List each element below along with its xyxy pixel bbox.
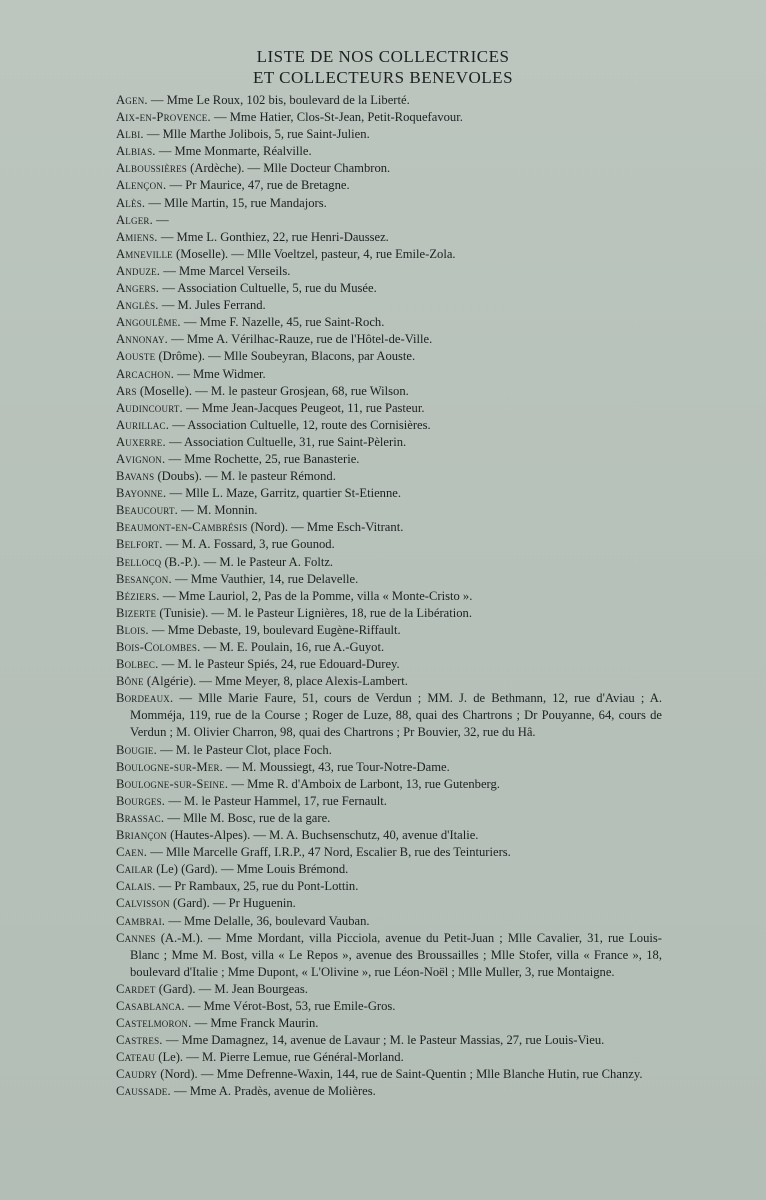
place-name: Boulogne-sur-Mer. (116, 759, 224, 774)
place-name: Aouste (116, 349, 156, 364)
place-name: Albias. (116, 144, 156, 159)
list-item (116, 263, 662, 280)
collector-details: — Pr Rambaux, 25, rue du Pont-Lottin. (158, 879, 359, 894)
collector-details: — Mme Franck Maurin. (194, 1016, 319, 1031)
place-name: Angers. (116, 281, 160, 296)
list-item (116, 622, 662, 639)
list-item (116, 297, 662, 314)
place-name: Beaucourt. (116, 503, 179, 518)
place-name: Cardet (116, 981, 156, 996)
collector-details: — Association Cultuelle, 31, rue Saint-Pèlerin. (169, 434, 407, 449)
collector-details: — M. le Pasteur Clot, place Foch. (160, 742, 332, 757)
collector-details: (Nord). — Mme Defrenne-Waxin, 144, rue de Saint-Quentin ; Mlle Blanche Hutin, rue Chanzy. (160, 1067, 643, 1082)
collector-details: — Association Cultuelle, 12, route des Cornisières. (172, 417, 431, 432)
list-item (116, 690, 662, 741)
place-name: Béziers. (116, 588, 160, 603)
collector-details: (Nord). — Mme Esch-Vitrant. (250, 520, 404, 535)
collector-details: — Mme Marcel Verseils. (163, 263, 291, 278)
place-name: Casablanca. (116, 998, 185, 1013)
place-name: Bordeaux. (116, 691, 174, 706)
place-name: Bougie. (116, 742, 157, 757)
collector-details: — M. A. Fossard, 3, rue Gounod. (165, 537, 335, 552)
collector-details: (Doubs). — M. le pasteur Rémond. (157, 469, 336, 484)
place-name: Ars (116, 383, 137, 398)
list-item (116, 656, 662, 673)
list-item (116, 827, 662, 844)
place-name: Anduze. (116, 263, 161, 278)
place-name: Angoulême. (116, 315, 181, 330)
collector-details: (Moselle). — M. le pasteur Grosjean, 68, rue Wilson. (139, 383, 409, 398)
place-name: Bolbec. (116, 657, 159, 672)
list-item (116, 280, 662, 297)
list-item (116, 793, 662, 810)
list-item (116, 536, 662, 553)
place-name: Amiens. (116, 229, 158, 244)
list-item (116, 451, 662, 468)
list-item (116, 776, 662, 793)
place-name: Calvisson (116, 896, 170, 911)
place-name: Blois. (116, 622, 149, 637)
place-name: Arcachon. (116, 366, 175, 381)
collector-details: (Le) (Gard). — Mme Louis Brémond. (156, 862, 349, 877)
list-item (116, 639, 662, 656)
place-name: Bourges. (116, 793, 166, 808)
list-item (116, 605, 662, 622)
collector-details: — Mme Vérot-Bost, 53, rue Emile-Gros. (187, 998, 396, 1013)
place-name: Cambrai. (116, 913, 166, 928)
collector-details: (Le). — M. Pierre Lemue, rue Général-Morland. (158, 1050, 404, 1065)
place-name: Avignon. (116, 451, 166, 466)
collector-details: — Mme Rochette, 25, rue Banasterie. (168, 451, 360, 466)
place-name: Anglès. (116, 298, 159, 313)
list-item (116, 930, 662, 981)
list-item (116, 212, 662, 229)
list-item (116, 417, 662, 434)
collector-details: — Mlle Marie Faure, 51, cours de Verdun ; MM. J. de Bethmann, 12, rue d'Aviau ; A. Momméja, 119, rue de la Course ; Roger de Luze, 88, quai des Chartrons ; Dr Pouyanne, 64, cours de Verdun ; M. Olivier Charron, 98, quai des Chartrons ; Pr Bouvier, 32, rue du Hâ. (130, 691, 662, 740)
collector-details: — M. Moussiegt, 43, rue Tour-Notre-Dame. (226, 759, 450, 774)
collector-details: — Mme R. d'Amboix de Larbont, 13, rue Gutenberg. (231, 776, 500, 791)
list-item (116, 810, 662, 827)
place-name: Albi. (116, 127, 144, 142)
collector-details: (Drôme). — Mlle Soubeyran, Blacons, par Aouste. (158, 349, 416, 364)
collector-details: — Mme Vauthier, 14, rue Delavelle. (175, 571, 359, 586)
title-line-2: ET COLLECTEURS BENEVOLES (252, 68, 514, 87)
collector-details: — Mme Delalle, 36, boulevard Vauban. (168, 913, 370, 928)
list-item (116, 502, 662, 519)
place-name: Castres. (116, 1033, 163, 1048)
list-item (116, 861, 662, 878)
collector-details: — Pr Maurice, 47, rue de Bretagne. (169, 178, 350, 193)
collector-list (116, 92, 662, 1101)
collector-details: — Association Cultuelle, 5, rue du Musée. (162, 281, 377, 296)
list-item (116, 571, 662, 588)
list-item (116, 177, 662, 194)
collector-details: — Mme Debaste, 19, boulevard Eugène-Riffault. (151, 622, 401, 637)
list-item (116, 366, 662, 383)
place-name: Caussade. (116, 1084, 171, 1099)
list-item (116, 400, 662, 417)
collector-details: — Mme A. Vérilhac-Rauze, rue de l'Hôtel-de-Ville. (171, 332, 433, 347)
place-name: Bizerte (116, 605, 157, 620)
list-item (116, 485, 662, 502)
list-item (116, 588, 662, 605)
list-item (116, 348, 662, 365)
list-item (116, 246, 662, 263)
collector-details: — Mlle Marcelle Graff, I.R.P., 47 Nord, Escalier B, rue des Teinturiers. (150, 845, 511, 860)
list-item (116, 1049, 662, 1066)
collector-details: — Mme F. Nazelle, 45, rue Saint-Roch. (183, 315, 385, 330)
collector-details: — Mme Monmarte, Réalville. (158, 144, 312, 159)
place-name: Beaumont-en-Cambrésis (116, 520, 248, 535)
place-name: Audincourt. (116, 400, 183, 415)
place-name: Alès. (116, 195, 146, 210)
collector-details: — Mme L. Gonthiez, 22, rue Henri-Daussez. (160, 229, 389, 244)
collector-details: — Mlle L. Maze, Garritz, quartier St-Etienne. (169, 486, 401, 501)
list-item (116, 314, 662, 331)
collector-details: — M. Jules Ferrand. (161, 298, 266, 313)
collector-details: — Mme A. Pradès, avenue de Molières. (174, 1084, 376, 1099)
place-name: Bayonne. (116, 486, 167, 501)
list-item (116, 895, 662, 912)
place-name: Annonay. (116, 332, 169, 347)
list-item (116, 195, 662, 212)
list-item (116, 878, 662, 895)
list-item (116, 434, 662, 451)
collector-details: — Mlle M. Bosc, rue de la gare. (167, 810, 331, 825)
place-name: Amneville (116, 246, 173, 261)
list-item (116, 981, 662, 998)
list-item (116, 913, 662, 930)
collector-details: (Moselle). — Mlle Voeltzel, pasteur, 4, rue Emile-Zola. (176, 246, 456, 261)
list-item (116, 109, 662, 126)
list-item (116, 1066, 662, 1083)
list-item (116, 1083, 662, 1100)
list-item (116, 844, 662, 861)
list-item (116, 468, 662, 485)
collector-details: — Mlle Marthe Jolibois, 5, rue Saint-Julien. (146, 127, 370, 142)
collector-details: — Mlle Martin, 15, rue Mandajors. (148, 195, 327, 210)
collector-details: — M. le Pasteur Hammel, 17, rue Fernault. (168, 793, 387, 808)
place-name: Brassac. (116, 810, 165, 825)
place-name: Aurillac. (116, 417, 170, 432)
collector-details: (Ardèche). — Mlle Docteur Chambron. (190, 161, 391, 176)
collector-details: (Tunisie). — M. le Pasteur Lignières, 18, rue de la Libération. (159, 605, 472, 620)
list-item (116, 519, 662, 536)
list-item (116, 383, 662, 400)
place-name: Briançon (116, 828, 168, 843)
place-name: Cateau (116, 1050, 156, 1065)
page-title (0, 46, 766, 88)
list-item (116, 742, 662, 759)
list-item (116, 143, 662, 160)
collector-details: — M. Monnin. (181, 503, 258, 518)
list-item (116, 998, 662, 1015)
place-name: Cannes (116, 930, 156, 945)
title-line-1: LISTE DE NOS COLLECTRICES (256, 47, 510, 66)
collector-details: — M. le Pasteur Spiés, 24, rue Edouard-Durey. (161, 657, 400, 672)
collector-details: — M. E. Poulain, 16, rue A.-Guyot. (203, 640, 385, 654)
list-item (116, 160, 662, 177)
list-item (116, 229, 662, 246)
place-name: Alençon. (116, 178, 167, 193)
collector-details: — Mme Widmer. (177, 366, 266, 381)
collector-details: (Hautes-Alpes). — M. A. Buchsenschutz, 40, avenue d'Italie. (170, 828, 479, 843)
place-name: Caen. (116, 845, 148, 860)
list-item (116, 1015, 662, 1032)
collector-details: — Mme Jean-Jacques Peugeot, 11, rue Pasteur. (186, 400, 425, 415)
place-name: Bône (116, 674, 144, 689)
place-name: Bois-Colombes. (116, 640, 201, 654)
place-name: Alger. (116, 212, 153, 227)
place-name: Boulogne-sur-Seine. (116, 776, 229, 791)
place-name: Calais. (116, 879, 156, 894)
list-item (116, 673, 662, 690)
place-name: Auxerre. (116, 434, 166, 449)
collector-details: — Mme Damagnez, 14, avenue de Lavaur ; M. le Pasteur Massias, 27, rue Louis-Vieu. (165, 1033, 605, 1048)
list-item (116, 554, 662, 571)
collector-details: (Gard). — M. Jean Bourgeas. (158, 981, 308, 996)
list-item (116, 126, 662, 143)
place-name: Agen. (116, 93, 148, 107)
collector-details: — (156, 212, 169, 227)
collector-details: — Mme Hatier, Clos-St-Jean, Petit-Roquefavour. (213, 110, 463, 125)
list-item (116, 1032, 662, 1049)
list-item (116, 331, 662, 348)
collector-details: — Mme Le Roux, 102 bis, boulevard de la Liberté. (150, 93, 410, 107)
place-name: Bavans (116, 469, 155, 484)
place-name: Belfort. (116, 537, 163, 552)
collector-details: (B.-P.). — M. le Pasteur A. Foltz. (164, 554, 334, 569)
place-name: Besançon. (116, 571, 172, 586)
place-name: Bellocq (116, 554, 162, 569)
list-item (116, 759, 662, 776)
place-name: Caudry (116, 1067, 158, 1082)
collector-details: (Gard). — Pr Huguenin. (173, 896, 296, 911)
place-name: Castelmoron. (116, 1016, 192, 1031)
place-name: Aix-en-Provence. (116, 110, 211, 125)
place-name: Alboussières (116, 161, 188, 176)
place-name: Cailar (116, 862, 154, 877)
collector-details: — Mme Lauriol, 2, Pas de la Pomme, villa « Monte-Cristo ». (162, 588, 473, 603)
collector-details: (Algérie). — Mme Meyer, 8, place Alexis-Lambert. (146, 674, 408, 689)
list-item (116, 92, 662, 109)
collector-details: (A.-M.). — Mme Mordant, villa Picciola, avenue du Petit-Juan ; Mlle Cavalier, 31, rue Louis-Blanc ; Mme M. Bost, villa « Le Repos », avenue des Broussailles ; Mlle Stofer, villa « France », 18, boulevard d'Italie ; Mme Dupont, « L'Olivine », rue Léon-Noël ; Mlle Muller, 3, rue Montaigne. (130, 930, 662, 979)
